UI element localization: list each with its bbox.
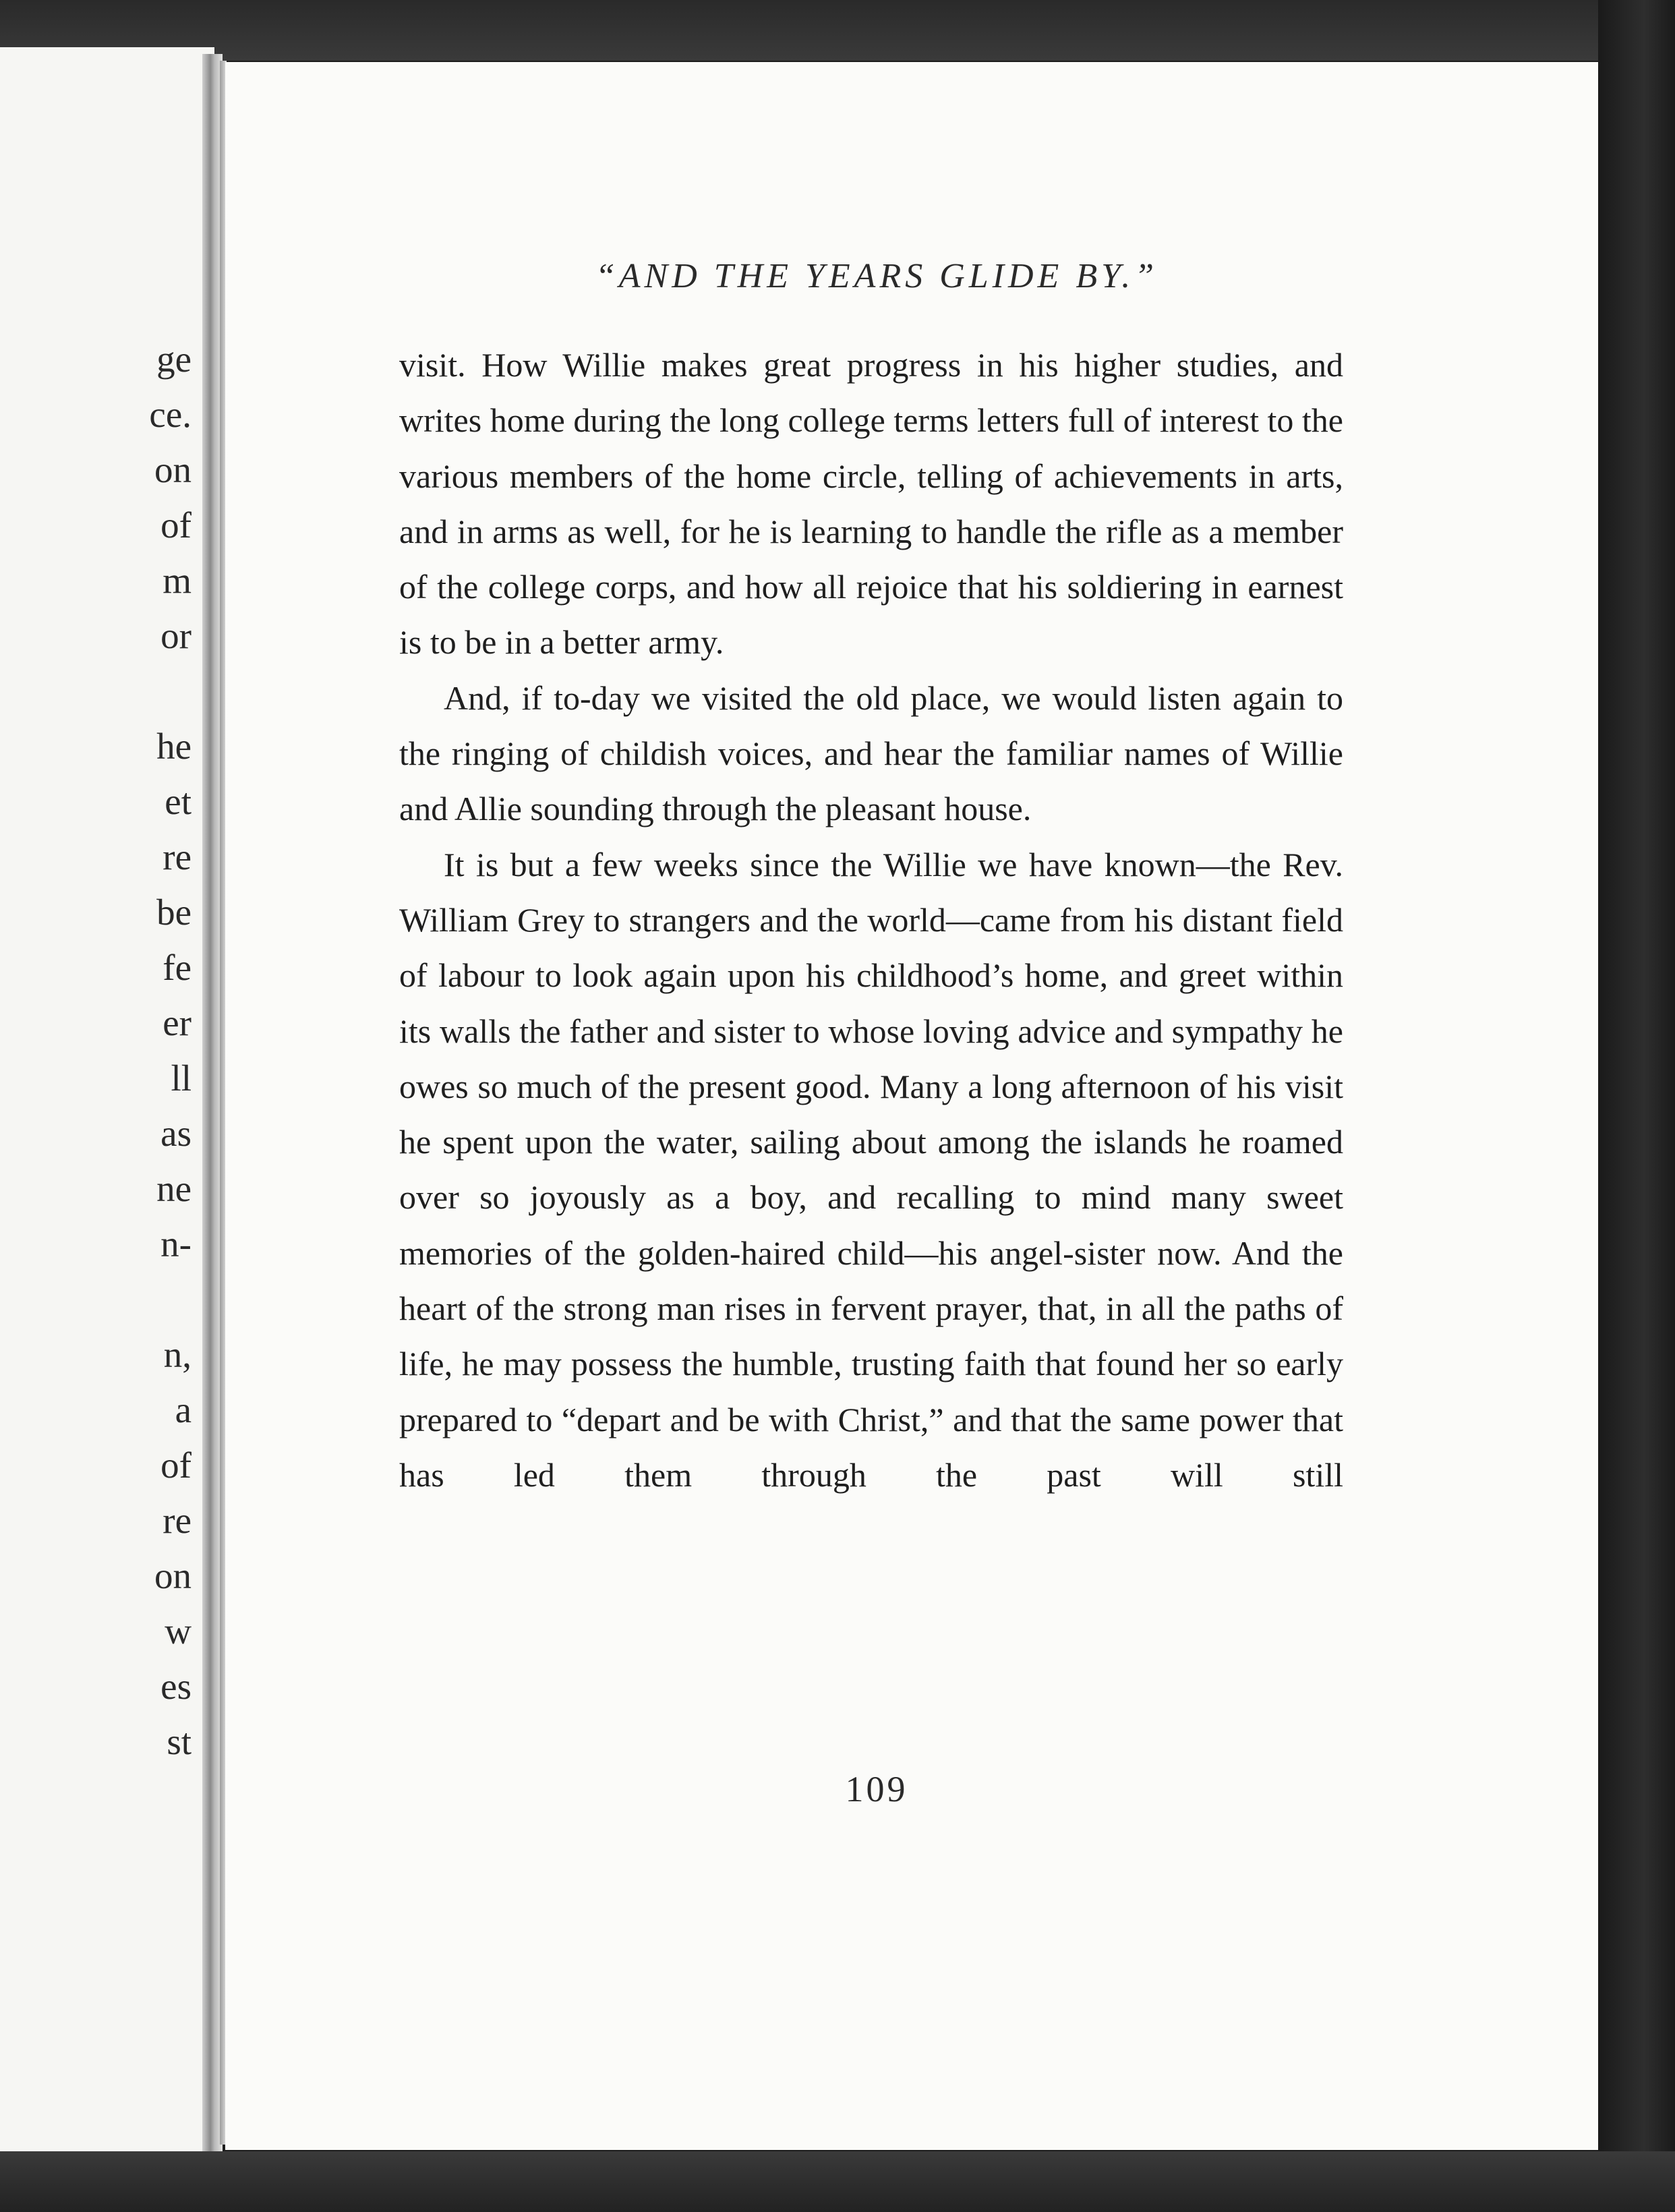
body-text [399, 337, 1343, 1503]
running-head: “AND THE YEARS GLIDE BY.” [595, 257, 1158, 295]
scan-border-bottom [0, 2151, 1675, 2212]
left-fragment: of [160, 504, 192, 546]
left-fragment: er [163, 1002, 192, 1043]
left-fragment: re [163, 1500, 192, 1541]
left-fragment: ll [171, 1057, 192, 1099]
left-fragment: fe [163, 947, 192, 988]
left-fragment: or [160, 615, 192, 656]
left-fragment: a [175, 1389, 192, 1430]
left-fragment: ce. [149, 394, 192, 435]
left-fragment: n, [163, 1334, 192, 1375]
left-fragment: on [154, 1555, 192, 1596]
paragraph-2: And, if to-day we visited the old place, we would listen again to the ringing of childish voices, and hear the familiar names of Willie and Allie sounding through the pleasant house. [399, 678, 1343, 828]
paragraph-3: It is but a few weeks since the Willie we have known—the Rev. William Grey to strangers and the world—came from his distant field of labour to look again upon his childhood’s home, and greet within its walls the father and sister to whose loving advice and sympathy he owes so much of the present good. Many a long afternoon of his visit he spent upon the water, sailing about among the islands he roamed over so joyously as a boy, and recalling to mind many sweet memories of the golden-haired child—his angel-sister now. And the heart of the strong man rises in fervent prayer, that, in all the paths of life, he may possess the humble, trusting faith that found her so early prepared to “depart and be with Christ,” and that the same power that has led them through the past will still [399, 845, 1343, 1494]
left-fragment: st [167, 1721, 192, 1762]
left-fragment: n- [160, 1223, 192, 1264]
left-fragment: ne [156, 1168, 192, 1209]
left-fragment: on [154, 449, 192, 490]
page-number: 109 [845, 1769, 908, 1809]
left-fragment: m [163, 560, 192, 601]
paragraph-1: visit. How Willie makes great progress in his higher studies, and writes home during the long college terms letters full of interest to the various members of the home circle, telling of achievements in arts, and in arms as well, for he is learning to handle the rifle as a member of the college corps, and how all rejoice that his soldiering in earnest is to be in a better army. [399, 346, 1343, 662]
left-fragment: et [165, 781, 192, 822]
left-fragment: es [160, 1666, 192, 1707]
left-fragment: he [156, 726, 192, 767]
left-fragment: as [160, 1113, 192, 1154]
scan-border-right [1598, 0, 1675, 2212]
scan-border-top [0, 0, 1675, 61]
left-fragment: ge [156, 339, 192, 380]
left-fragment: be [156, 892, 192, 933]
left-fragment: re [163, 836, 192, 877]
left-fragment: w [165, 1610, 192, 1652]
left-fragment: of [160, 1445, 192, 1486]
